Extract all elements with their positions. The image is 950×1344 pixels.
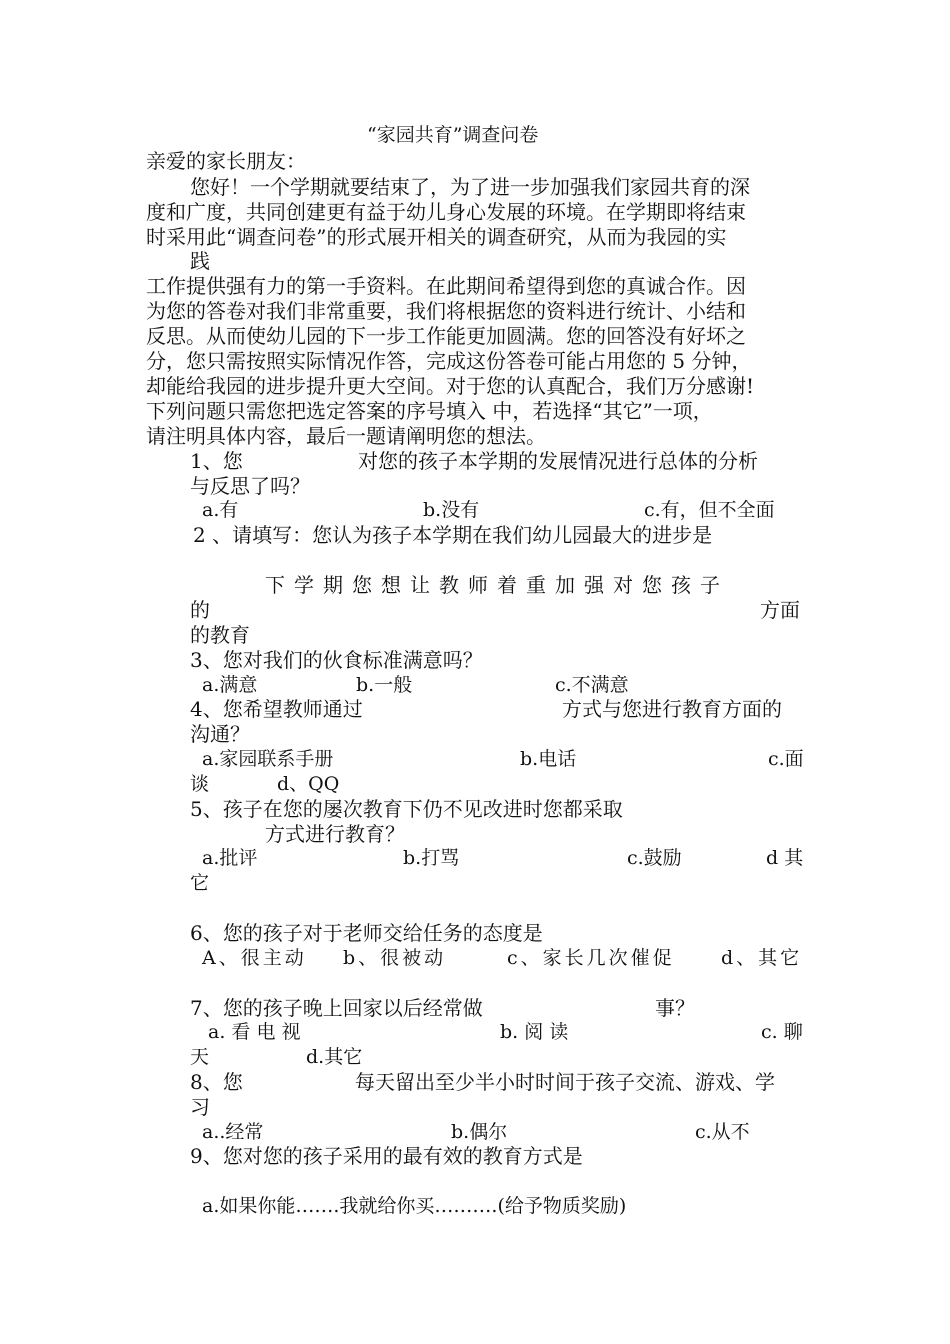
q8-prefix: 8、您 [190,1070,243,1094]
q9-text: 9、您对您的孩子采用的最有效的教育方式是 [190,1144,583,1168]
q1-prefix: 1、您 [190,449,243,473]
q6-text: 6、您的孩子对于老师交给任务的态度是 [190,921,543,945]
q3-option-a[interactable]: a.满意 [202,674,258,696]
q7-text-end: 事？ [655,996,695,1020]
q4-prefix: 4、您希望教师通过 [190,697,363,721]
q6-option-a[interactable]: A、很主动 [202,947,307,969]
q4-option-c[interactable]: c.面 [768,748,804,770]
q5-option-b[interactable]: b.打骂 [403,847,460,869]
intro-line: 践 [190,249,210,273]
q8-text: 每天留出至少半小时时间于孩子交流、游戏、学 [355,1070,775,1094]
q4-text-cont: 沟通？ [190,722,250,746]
q7-option-b[interactable]: b. 阅 读 [500,1021,569,1043]
q2-text-4: 的教育 [190,623,250,647]
intro-line: 却能给我园的进步提升更大空间。对于您的认真配合，我们万分感谢! [146,374,755,398]
q8-text-cont: 习 [190,1095,210,1119]
q5-option-d[interactable]: d 其 [766,847,804,869]
q6-option-b[interactable]: b、很被动 [343,947,447,969]
q7-text: 7、您的孩子晚上回家以后经常做 [190,996,483,1020]
q5-option-d-cont: 它 [190,872,210,894]
intro-line: 下列问题只需您把选定答案的序号填入 中，若选择“其它”一项， [146,399,713,423]
intro-line: 度和广度，共同创建更有益于幼儿身心发展的环境。在学期即将结束 [146,200,746,224]
q2-text: 2 、请填写：您认为孩子本学期在我们幼儿园最大的进步是 [193,523,713,547]
q6-option-d[interactable]: d、其它 [721,947,803,969]
q1-option-b[interactable]: b.没有 [423,499,480,521]
q5-option-a[interactable]: a.批评 [202,847,258,869]
q9-option-a[interactable]: a.如果你能…….我就给你买……….(给予物质奖励) [202,1195,627,1217]
q7-option-a[interactable]: a. 看 电 视 [208,1021,301,1043]
q7-option-c[interactable]: c. 聊 [761,1021,803,1043]
q3-text: 3、您对我们的伙食标准满意吗？ [190,648,483,672]
intro-line: 反思。从而使幼儿园的下一步工作能更加圆满。您的回答没有好坏之 [146,324,746,348]
q2-text-2: 下学期您想让教师着重加强对您孩子 [265,573,729,597]
q3-option-c[interactable]: c.不满意 [555,674,629,696]
intro-line: 您好！一个学期就要结束了，为了进一步加强我们家园共育的深 [190,175,750,199]
q2-text-3a: 的 [190,598,210,622]
q7-option-c-cont: 天 [190,1046,210,1068]
q1-text-cont: 与反思了吗？ [190,474,310,498]
q4-option-d[interactable]: d、QQ [277,773,340,795]
q8-option-c[interactable]: c.从不 [695,1121,750,1143]
q3-option-b[interactable]: b.一般 [356,674,413,696]
greeting: 亲爱的家长朋友： [146,149,306,173]
q8-option-b[interactable]: b.偶尔 [451,1121,508,1143]
intro-line: 为您的答卷对我们非常重要，我们将根据您的资料进行统计、小结和 [146,299,746,323]
q4-option-a[interactable]: a.家园联系手册 [202,748,334,770]
q2-text-3b: 方面 [760,598,800,622]
intro-line: 请注明具体内容，最后一题请阐明您的想法。 [146,424,546,448]
q6-option-c[interactable]: c、家长几次催促 [507,947,675,969]
q5-option-c[interactable]: c.鼓励 [627,847,682,869]
intro-line: 时采用此“调查问卷”的形式展开相关的调查研究，从而为我园的实 [146,225,727,249]
q5-text: 5、孩子在您的屡次教育下仍不见改进时您都采取 [190,797,623,821]
q8-option-a[interactable]: a..经常 [202,1121,264,1143]
q1-option-a[interactable]: a.有 [202,499,239,521]
q1-text: 对您的孩子本学期的发展情况进行总体的分析 [358,449,758,473]
intro-line: 工作提供强有力的第一手资料。在此期间希望得到您的真诚合作。因 [146,274,746,298]
q4-option-c-cont: 谈 [190,773,210,795]
intro-line: 分，您只需按照实际情况作答，完成这份答卷可能占用您的 5 分钟， [146,349,752,373]
q4-text: 方式与您进行教育方面的 [562,697,782,721]
q4-option-b[interactable]: b.电话 [520,748,577,770]
q1-option-c[interactable]: c.有，但不全面 [644,499,775,521]
page-title: “家园共育”调查问卷 [367,124,539,146]
q5-text-cont: 方式进行教育？ [265,822,405,846]
q7-option-d[interactable]: d.其它 [306,1046,363,1068]
